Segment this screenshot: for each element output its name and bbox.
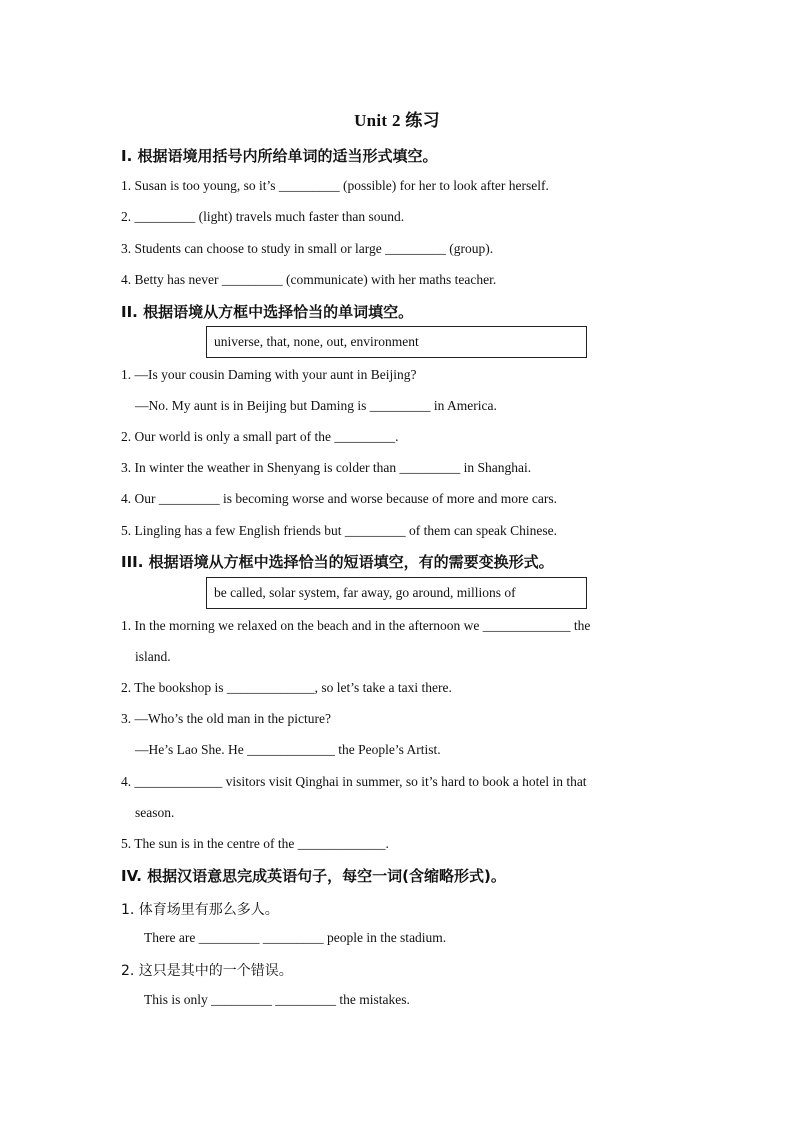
section-3-item-2: 2. The bookshop is _____________, so let’s take a taxi there. bbox=[121, 680, 452, 695]
section-4-item-1-english: There are _________ _________ people in the stadium. bbox=[144, 930, 447, 945]
section-4-item-1-chinese: 1. 体育场里有那么多人。 bbox=[121, 902, 279, 918]
section-2-item-4: 4. Our _________ is becoming worse and worse because of more and more cars. bbox=[121, 491, 558, 506]
section-2-item-1b: —No. My aunt is in Beijing but Daming is _________ in America. bbox=[135, 398, 497, 413]
page-title: Unit 2 练习 bbox=[354, 111, 440, 130]
section-3-item-1a: 1. In the morning we relaxed on the beach and in the afternoon we _____________ the bbox=[121, 618, 591, 633]
section-2-item-2: 2. Our world is only a small part of the _________. bbox=[121, 429, 399, 444]
section-4-item-2-english: This is only _________ _________ the mistakes. bbox=[144, 992, 410, 1007]
section-4-item-2-chinese: 2. 这只是其中的一个错误。 bbox=[121, 963, 293, 979]
section-2-heading: II. 根据语境从方框中选择恰当的单词填空。 bbox=[121, 303, 414, 321]
section-4-heading: IV. 根据汉语意思完成英语句子，每空一词(含缩略形式)。 bbox=[121, 867, 506, 885]
section-3-item-3b: —He’s Lao She. He _____________ the People’s Artist. bbox=[135, 742, 441, 757]
section-1-item-1: 1. Susan is too young, so it’s _________ (possible) for her to look after herself. bbox=[121, 178, 549, 193]
section-3-heading: III. 根据语境从方框中选择恰当的短语填空，有的需要变换形式。 bbox=[121, 553, 554, 571]
section-3-item-5: 5. The sun is in the centre of the _____________. bbox=[121, 836, 389, 851]
section-2-item-3: 3. In winter the weather in Shenyang is colder than _________ in Shanghai. bbox=[121, 460, 532, 475]
section-1-item-3: 3. Students can choose to study in small or large _________ (group). bbox=[121, 241, 494, 256]
section-3-item-3a: 3. —Who’s the old man in the picture? bbox=[121, 711, 331, 726]
section-3-phrase-box: be called, solar system, far away, go around, millions of bbox=[206, 577, 587, 609]
section-3-item-4b: season. bbox=[135, 805, 175, 820]
section-1-item-2: 2. _________ (light) travels much faster than sound. bbox=[121, 209, 405, 224]
section-1-heading: Ⅰ. 根据语境用括号内所给单词的适当形式填空。 bbox=[121, 147, 438, 165]
section-2-word-box: universe, that, none, out, environment bbox=[206, 326, 587, 358]
section-2-item-5: 5. Lingling has a few English friends but _________ of them can speak Chinese. bbox=[121, 523, 558, 538]
section-3-item-4a: 4. _____________ visitors visit Qinghai in summer, so it’s hard to book a hotel in that bbox=[121, 774, 587, 789]
section-1-item-4: 4. Betty has never _________ (communicate) with her maths teacher. bbox=[121, 272, 497, 287]
section-3-item-1b: island. bbox=[135, 649, 171, 664]
section-2-item-1a: 1. —Is your cousin Daming with your aunt in Beijing? bbox=[121, 367, 417, 382]
